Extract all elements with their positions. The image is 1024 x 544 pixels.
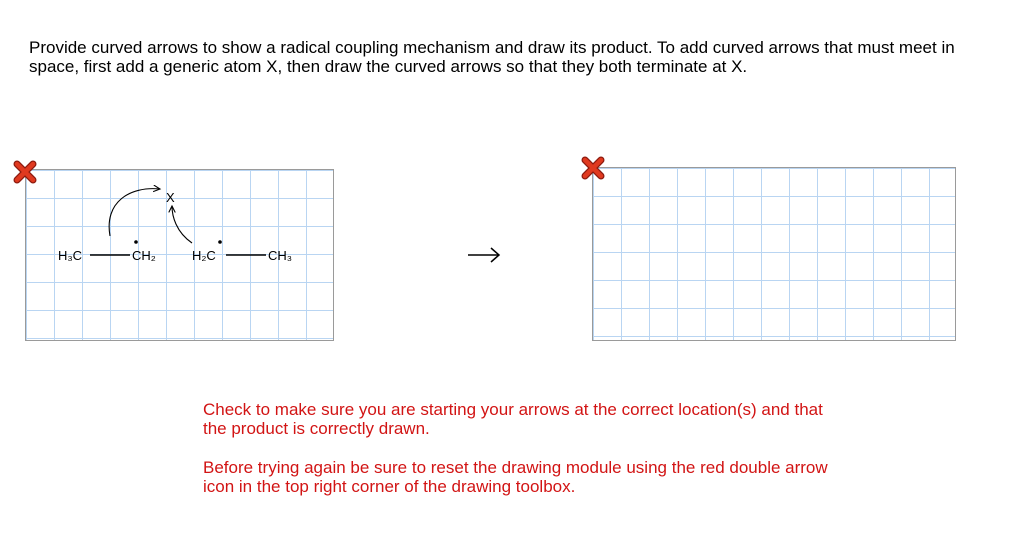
atom-h3c-left: H₃C bbox=[58, 248, 83, 263]
reactant-drawing-canvas[interactable] bbox=[25, 169, 334, 341]
curved-arrow-right bbox=[172, 206, 192, 243]
reactant-structure bbox=[26, 170, 335, 342]
atom-ch2-left: CH₂ bbox=[132, 248, 156, 263]
atom-h2c-right: H₂C bbox=[192, 248, 216, 263]
question-text: Provide curved arrows to show a radical coupling mechanism and draw its product. To add curved arrows that must meet in space, first add a generic atom X, then draw the curved arrows so that they both terminate at X. bbox=[29, 38, 955, 76]
radical-dot-left bbox=[134, 240, 138, 244]
product-drawing-canvas[interactable] bbox=[592, 167, 956, 341]
generic-atom-x[interactable]: X bbox=[166, 190, 175, 205]
feedback-message-2: Before trying again be sure to reset the drawing module using the red double arrow icon in the top right corner of the drawing toolbox. bbox=[203, 458, 828, 496]
reaction-arrow-icon bbox=[466, 244, 502, 266]
radical-dot-right bbox=[218, 240, 222, 244]
red-x-icon bbox=[12, 159, 38, 185]
curved-arrow-left bbox=[109, 189, 160, 236]
feedback-message-1: Check to make sure you are starting your arrows at the correct location(s) and that the product is correctly drawn. bbox=[203, 400, 823, 438]
atom-ch3-right: CH₃ bbox=[268, 248, 293, 263]
red-x-icon bbox=[580, 155, 606, 181]
